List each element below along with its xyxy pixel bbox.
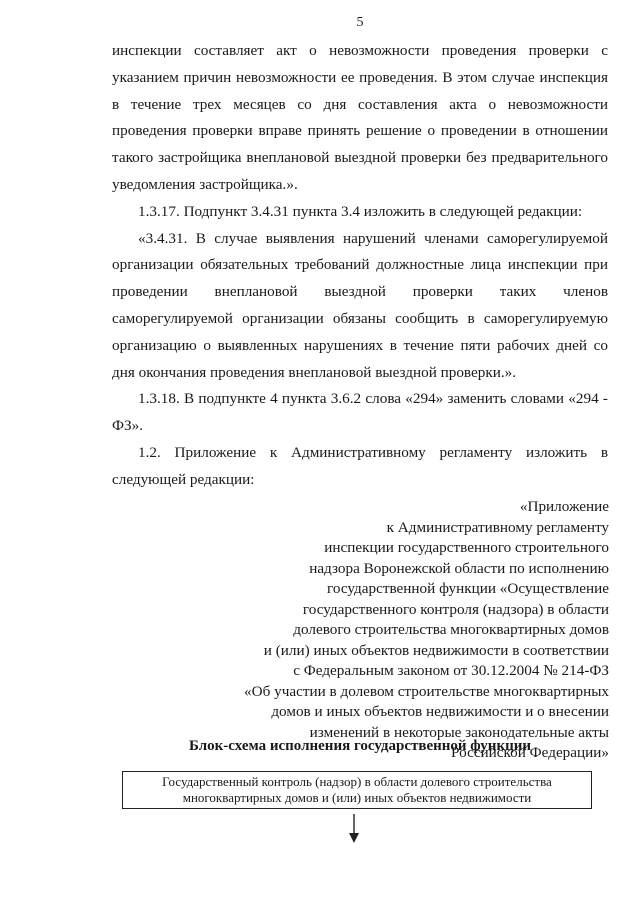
appendix-line: с Федеральным законом от 30.12.2004 № 214-ФЗ [293, 662, 609, 679]
paragraph-3-4-31: «3.4.31. В случае выявления нарушений членами саморегулируемой организации обязательных требований должностные лица инспекции при проведении внеплановой выездной проверки таких членов саморегулируемой организации обязаны сообщить в саморегулируемую организацию о выявленных нарушениях в течение пяти рабочих дней со дня окончания проведения внеплановой выездной проверки.». [112, 229, 608, 381]
appendix-line: Российской Федерации» [451, 744, 609, 761]
paragraph-1-3-17: 1.3.17. Подпункт 3.4.31 пункта 3.4 изложить в следующей редакции: [138, 202, 583, 220]
appendix-line: к Административному регламенту [386, 518, 609, 536]
appendix-line: государственного контроля (надзора) в области [302, 600, 609, 618]
scheme-title: Блок-схема исполнения государственной функции [188, 738, 532, 754]
appendix-line: домов и иных объектов недвижимости и о внесении [271, 703, 609, 720]
paragraph-1-3-18: 1.3.18. В подпункте 4 пункта 3.6.2 слова «294» заменить словами «294 - ФЗ». [112, 390, 608, 435]
paragraph-continuation: инспекции составляет акт о невозможности проведения проверки с указанием причин невозможности ее проведения. В этом случае инспекция в течение трех месяцев со дня составления акта о невозможности проведения проверки вправе принять решение о проведении в отношении такого застройщика внеплановой выездной проверки без предварительного уведомления застройщика.». [112, 42, 608, 193]
body-text [112, 38, 608, 494]
appendix-line: инспекции государственного строительного [324, 539, 609, 556]
flowchart-box-line: многоквартирных домов и (или) иных объектов недвижимости [182, 790, 532, 805]
appendix-line: и (или) иных объектов недвижимости в соответствии [263, 641, 609, 659]
flowchart-box [122, 771, 592, 809]
page-number: 5 [356, 15, 364, 30]
appendix-line: долевого строительства многоквартирных домов [293, 621, 609, 638]
appendix-line: «Об участии в долевом строительстве многоквартирных [244, 682, 609, 700]
appendix-line: «Приложение [519, 498, 609, 515]
flowchart-arrow-icon [347, 814, 361, 844]
appendix-line: надзора Воронежской области по исполнению [309, 559, 609, 577]
paragraph-1-2: 1.2. Приложение к Административному регламенту изложить в следующей редакции: [112, 443, 608, 488]
appendix-line: государственной функции «Осуществление [327, 580, 609, 597]
flowchart-box-line: Государственный контроль (надзор) в области долевого строительства [162, 774, 552, 789]
appendix-heading [200, 497, 609, 764]
appendix-line: изменений в некоторые законодательные акты [309, 723, 609, 741]
